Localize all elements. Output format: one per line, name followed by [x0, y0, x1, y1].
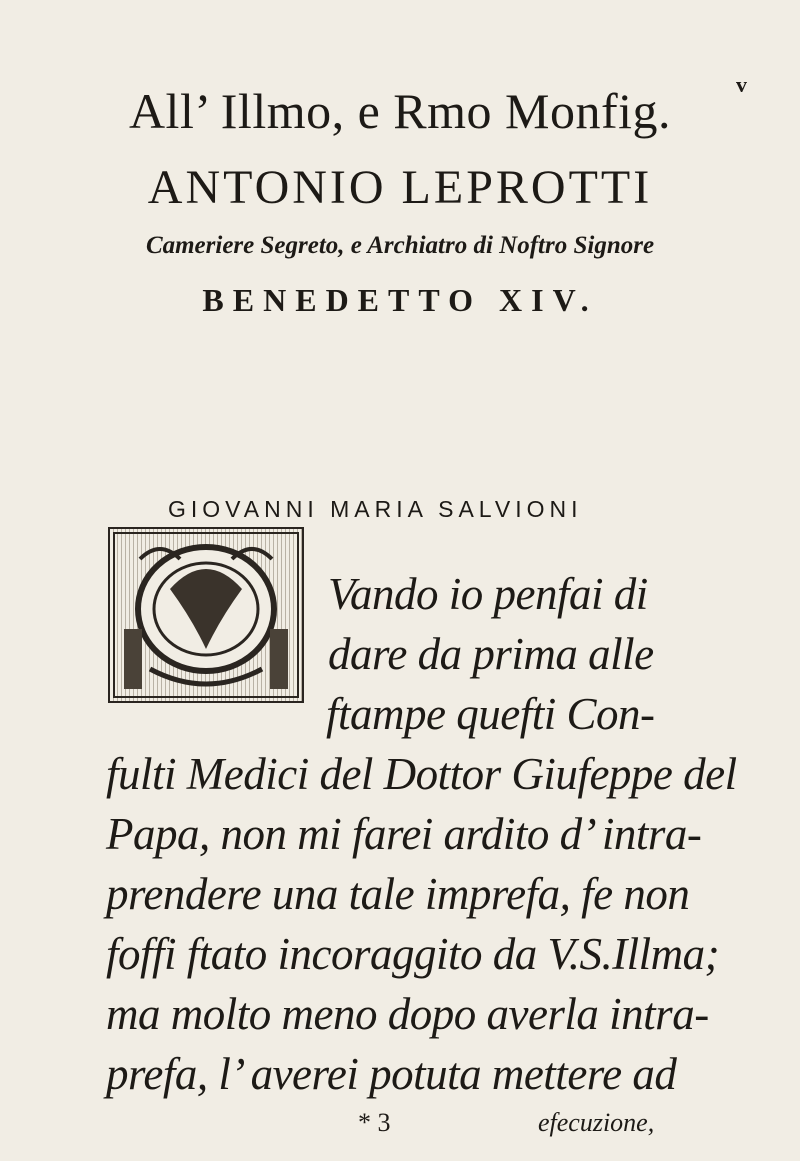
body-line: dare da prima alle: [328, 629, 654, 679]
body-line: Vando io penfai di: [328, 569, 648, 619]
ornament-icon: [110, 529, 302, 701]
dedication-line-4: BENEDETTO XIV.: [202, 282, 598, 318]
dedication-line-3: Cameriere Segreto, e Archiatro di Noftro Signore: [145, 232, 655, 259]
body-line: ma molto meno dopo averla intra-: [106, 989, 709, 1039]
body-line: Papa, non mi farei ardito d’ intra-: [106, 809, 702, 859]
body-line: fulti Medici del Dottor Giufeppe del: [106, 749, 737, 799]
dedication-line-1: All’ Illmo, e Rmo Monfig.: [128, 83, 672, 139]
author-heading: GIOVANNI MARIA SALVIONI: [168, 496, 583, 522]
body-line: ftampe quefti Con-: [326, 689, 655, 739]
dedication-line-2: ANTONIO LEPROTTI: [147, 161, 653, 214]
body-line: foffi ftato incoraggito da V.S.Illma;: [106, 929, 720, 979]
body-line: prendere una tale imprefa, fe non: [106, 869, 690, 919]
page-folio: v: [736, 72, 747, 97]
signature-mark: * 3: [358, 1108, 391, 1137]
catchword: efecuzione,: [538, 1108, 655, 1137]
body-line: prefa, l’ averei potuta mettere ad: [106, 1049, 677, 1099]
decorated-initial-woodcut: [108, 527, 304, 703]
